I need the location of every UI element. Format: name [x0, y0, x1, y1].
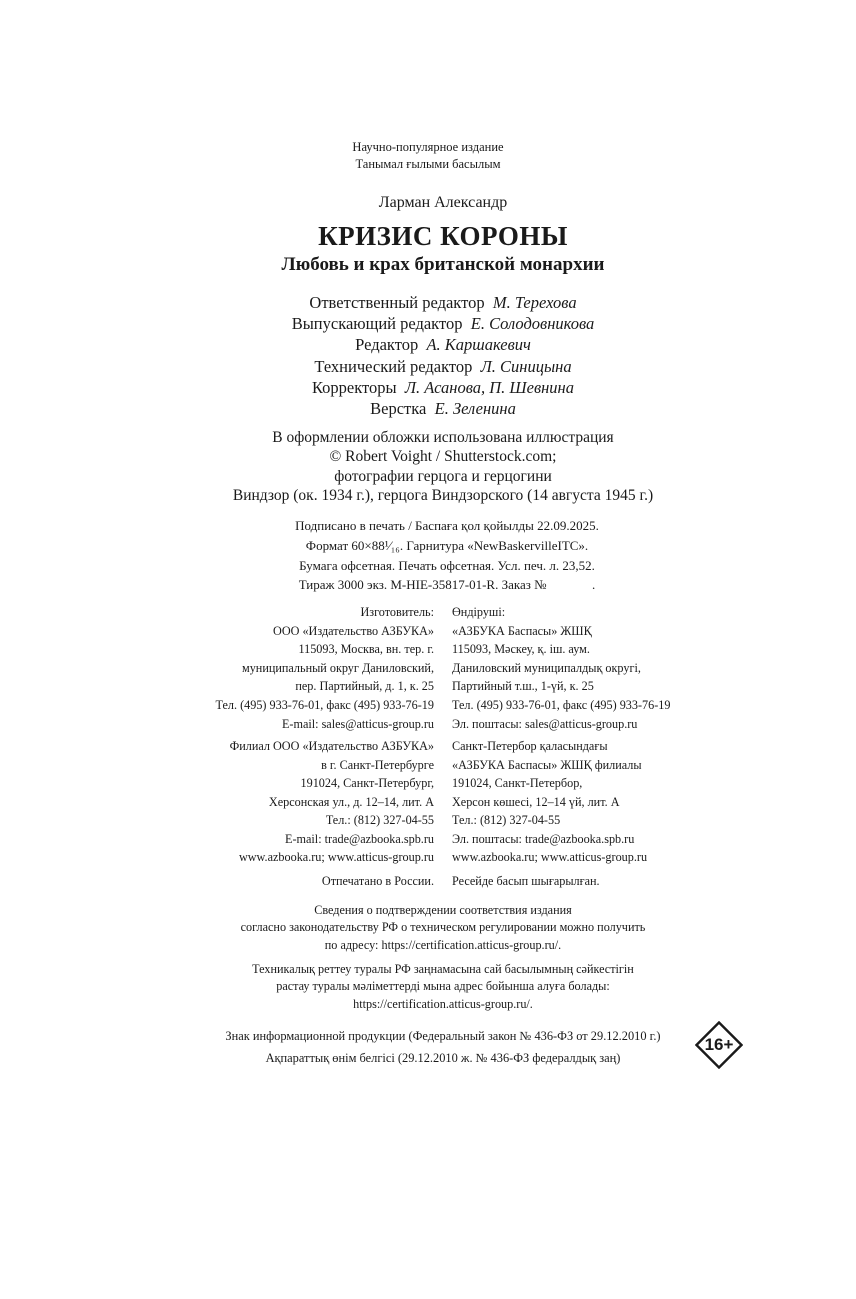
manufacturer-ru-line: E-mail: sales@atticus-group.ru [281, 716, 434, 731]
web-kz [452, 848, 752, 867]
manufacturer-ru [150, 603, 434, 733]
age-rating-badge [695, 1021, 743, 1069]
branch-kz-line: «АЗБУКА Баспасы» ЖШҚ филиалы [452, 757, 642, 772]
credit-line [0, 377, 856, 398]
book-title: КРИЗИС КОРОНЫ [318, 221, 568, 251]
web-ru-line: www.azbooka.ru; www.atticus-group.ru [238, 850, 434, 864]
credit-role: Технический редактор [314, 356, 473, 376]
branch-ru-line: 191024, Санкт-Петербург, [300, 776, 434, 791]
print-line: Тираж 3000 экз. M-HIE-35817-01-R. Заказ № . [298, 577, 596, 593]
cert-kz-line: https://certification.atticus-group.ru/. [353, 996, 533, 1011]
cover-line: Виндзор (ок. 1934 г.), герцога Виндзорского (14 августа 1945 г.) [232, 487, 654, 505]
age-rating-label: 16+ [704, 1035, 734, 1054]
info-sign-kz: Ақпараттық өнім белгісі (29.12.2010 ж. № 436-ФЗ федералдық заң) [265, 1051, 621, 1065]
print-details [0, 516, 856, 595]
author-name: Ларман Александр [378, 194, 508, 211]
printed-kz [452, 872, 752, 891]
credit-line [0, 356, 856, 377]
manufacturer-ru-line: 115093, Москва, вн. тер. г. [298, 642, 434, 657]
printed-ru [150, 872, 434, 891]
cert-ru-line: по адресу: https://certification.atticus-group.ru/. [324, 937, 562, 952]
credit-role: Редактор [355, 335, 419, 355]
web-kz-line: www.azbooka.ru; www.atticus-group.ru [452, 850, 648, 864]
manufacturer-kz-line: Даниловский муниципалдық округі, [452, 660, 641, 675]
manufacturer-ru-line: муниципальный округ Даниловский, [242, 660, 434, 675]
credit-person: Л. Асанова, П. Шевнина [404, 377, 574, 397]
branch-ru-line: в г. Санкт-Петербурге [321, 757, 434, 772]
branch-kz-line: Санкт-Петербор қаласындағы [452, 739, 608, 753]
manufacturer-kz-line: Тел. (495) 933-76-01, факс (495) 933-76-19 [452, 697, 671, 712]
credit-role: Ответственный редактор [309, 293, 485, 312]
credit-line [0, 313, 856, 334]
manufacturer-kz-line: Эл. поштасы: sales@atticus-group.ru [452, 716, 638, 731]
credit-line [0, 292, 856, 313]
cover-line: фотографии герцога и герцогини [334, 467, 552, 485]
credit-person: А. Каршакевич [426, 335, 531, 355]
web-ru [150, 848, 434, 867]
credit-person: Е. Солодовникова [470, 314, 595, 334]
manufacturer-ru-line: пер. Партийный, д. 1, к. 25 [295, 679, 434, 694]
genre-ru: Научно-популярное издание [352, 140, 504, 154]
credit-line [0, 334, 856, 355]
cert-kz-line: Техникалық реттеу туралы РФ заңнамасына сай басылымның сәйкестігін [252, 962, 634, 976]
branch-kz-line: 191024, Санкт-Петербор, [452, 776, 583, 791]
manufacturer-ru-line: Тел. (495) 933-76-01, факс (495) 933-76-19 [215, 697, 434, 712]
credit-role: Выпускающий редактор [291, 314, 463, 334]
manufacturer-kz-line: Өндіруші: [452, 605, 506, 619]
branch-kz-line: Херсон көшесі, 12–14 үй, лит. А [452, 794, 620, 809]
info-sign-ru: Знак информационной продукции (Федеральный закон № 436-ФЗ от 29.12.2010 г.) [225, 1029, 661, 1043]
cert-kz-line: растау туралы мәліметтерді мына адрес бойынша алуға болады: [276, 979, 610, 994]
branch-ru-line: Херсонская ул., д. 12–14, лит. А [268, 794, 434, 809]
cover-line: В оформлении обложки использована иллюстрация [272, 429, 614, 446]
certification-ru [0, 902, 856, 954]
manufacturer-kz-line: 115093, Мәскеу, қ. іш. аум. [452, 642, 590, 657]
branch-kz-line: Эл. поштасы: trade@azbooka.spb.ru [452, 831, 635, 846]
credits-block [0, 292, 856, 419]
print-line: Подписано в печать / Баспаға қол қойылды 22.09.2025. [295, 518, 599, 533]
branch-ru [150, 737, 434, 849]
branch-ru-line: Тел.: (812) 327-04-55 [325, 813, 434, 828]
cert-ru-line: Сведения о подтверждении соответствия издания [314, 903, 572, 917]
manufacturer-kz [452, 603, 752, 733]
genre-kz: Танымал ғылыми басылым [355, 157, 501, 171]
credit-person: М. Терехова [492, 293, 577, 312]
branch-kz-line: Тел.: (812) 327-04-55 [452, 813, 561, 828]
book-subtitle: Любовь и крах британской монархии [281, 254, 605, 275]
branch-ru-line: Филиал ООО «Издательство АЗБУКА» [229, 739, 434, 753]
credit-person: Е. Зеленина [434, 399, 516, 419]
genre-block [0, 139, 856, 173]
credit-role: Верстка [370, 399, 427, 419]
cover-credits [0, 428, 856, 506]
manufacturer-ru-line: Изготовитель: [360, 605, 434, 619]
manufacturer-kz-line: «АЗБУКА Баспасы» ЖШҚ [452, 623, 592, 638]
credit-person: Л. Синицына [480, 356, 572, 376]
credit-line [0, 398, 856, 419]
printed-ru-line: Отпечатано в России. [321, 874, 434, 888]
cert-ru-line: согласно законодательству РФ о техническом регулировании можно получить [240, 920, 646, 935]
branch-ru-line: E-mail: trade@azbooka.spb.ru [285, 831, 434, 846]
print-line: Формат 60×88¹⁄₁₆. Гарнитура «NewBaskervilleITC». [305, 537, 589, 553]
certification-kz [0, 961, 856, 1013]
manufacturer-ru-line: ООО «Издательство АЗБУКА» [273, 623, 434, 638]
cover-line: © Robert Voight / Shutterstock.com; [329, 448, 557, 466]
branch-kz [452, 737, 752, 849]
printed-kz-line: Ресейде басып шығарылған. [452, 874, 600, 888]
print-line: Бумага офсетная. Печать офсетная. Усл. печ. л. 23,52. [299, 557, 595, 573]
manufacturer-kz-line: Партийный т.ш., 1-үй, к. 25 [452, 679, 594, 694]
credit-role: Корректоры [311, 377, 397, 397]
